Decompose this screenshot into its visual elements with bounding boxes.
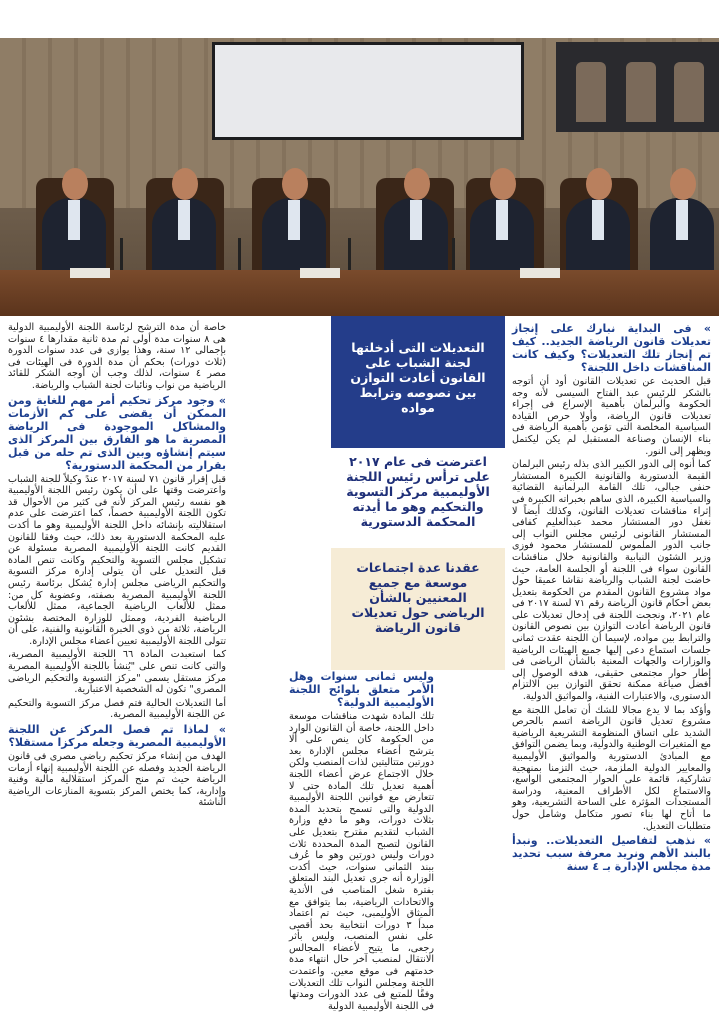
pull-quote-2: اعترضت فى عام ٢٠١٧ على ترأس رئيس اللجنة الأوليمبية مركز التسوية والتحكيم وهو ما أيدته المحكمة الدستورية	[331, 448, 505, 554]
paragraph: أما التعديلات الحالية فتم فصل مركز التسوية والتحكيم عن اللجنة الأوليمبية المصرية.	[8, 697, 226, 721]
meeting-photo	[0, 38, 719, 316]
person	[384, 198, 448, 270]
microphone	[120, 238, 123, 272]
paragraph: قبل الحديث عن تعديلات القانون أود أن أتوجه بالشكر للرئيس عبد الفتاح السيسى لأنه وجه الحكومة والبرلمان بأهمية الإسراع فى إجراء تعديلات قانون الرياضة، وأولا حرص القيادة السياسية المخلصة التى تؤمن بأهمية الرياضة فى بناء الإنسان وصناعة المستقبل لم يكن ليكتمل ويظهر إلى النور.	[512, 376, 711, 457]
microphone	[348, 238, 351, 272]
question-heading: » فى البداية نبارك على إنجاز تعديلات قانون الرياضة الجديد.. كيف تم إنجاز تلك التعديلات؟ وكيف كانت المناقشات داخل اللجنة؟	[512, 322, 711, 374]
article-column-left	[8, 322, 226, 811]
question-heading: » لماذا تم فصل المركز عن اللجنة الأوليمبية المصرية وجعله مركزا مستقلا؟	[8, 723, 226, 750]
paragraph: وأؤكد بما لا يدع مجالا للشك أن تعامل اللجنة مع مشروع تعديل قانون الرياضة اتسم بالحرص الشديد على اتساق المنظومة التشريعية الرياضية مع المتغيرات الوطنية والدولية، وبما يضمن التوافق مع المبادئ الدستورية والمواثيق الأوليمبية والمعايير الدولية الملزمة، حيث التزمنا بمنهجية تشاركية، قائمة على الحوار المجتمعى الواسع، والاستماع لكل الأطراف المعنية، ودراسة المستجدات المؤثرة على الساحة التشريعية، وهو ما أتاح لها بناء تصور متكامل وشامل حول متطلبات التعديل.	[512, 704, 711, 832]
person	[262, 198, 326, 270]
papers	[70, 268, 110, 278]
video-screen	[556, 42, 719, 132]
microphone	[238, 238, 241, 272]
person	[650, 198, 714, 270]
paragraph: كما أنوه إلى الدور الكبير الذى بذله رئيس البرلمان القيمة الدستورية والقانونية الكبيرة المستشار حنفى جبالى، تلك القامة البرلمانية القضائية والسياسية الكبيرة، الذى ساهم بخبراته الكبيرة فى إثراء مناقشات تعديلات القانون، وكذلك أيضاً لا نغفل دور المستشار محمد عبدالعليم كفافى المستشار القانونى لرئيس مجلس النواب إلى جانب الدور الملموس للمستشار محمود فوزى وزير الشئون النيابية والقانونية خلال مناقشات القانون سواء فى اللجنة أو الجلسة العامة، حيث خاضت لجنة الشباب والرياضة نقاشا عميقا حول مواد مشروع القانون المقدم من الحكومة بتعديل بعض أحكام قانون الرياضة رقم ٧١ لسنة ٢٠١٧ فى عام ٢٠٢١، ونجحت اللجنة فى إدخال تعديلات على قانون الرياضة أعادت التوازن بين نصوص القانون والترابط بين مواده، لإسيما أن اللجنة عقدت ثمانى جلسات استماع دعى إليها جميع الهيئات الرياضية والوزارات والجهات المعنية بالشأن الرياضى فى إطار حوار مجتمعى حقيقى، هدفه الوصول إلى أفضل صياغة ممكنة تحقق التوازن بين الالتزام الدستورى، والاعتبارات الفنية، والمواثيق الدولية.	[512, 459, 711, 703]
question-heading: وليس ثمانى سنوات وهل الأمر متعلق بلوائح اللجنة الأوليمبية الدولية؟	[289, 670, 434, 709]
paragraph: قبل إقرار قانون ٧١ لسنة ٢٠١٧ عندً وكيلاً للجنة الشباب واعترضت وقتها على أن يكون رئيس اللجنة الأوليمبية هو نفسه رئيس المركز لأنه فى كثير من الأحوال قد تكون اللجنة الأوليمبية خصماً، كما اعترضت على عدم استقلاليته بإنشائه داخل اللجنة الأوليمبية وهو ما أكدت عليه المحكمة الدستورية بعد ذلك، حيث وفقا للقانون القديم كانت اللجنة الأوليمبية المصرية مسئولة عن تشكيل مجلس التسوية والتحكيم وكانت تنص المادة قبل التعديل على أن يتولى إدارة مركز التسوية والتحكيم الرياضى مجلس إدارة يُشكل برئاسة رئيس اللجنة الأوليمبية المصرية بصفته، وعضوية كل من: ممثل للألعاب الرياضية الجماعية، ممثل للألعاب الرياضية الفردية، وممثل للوزارة المختصة بشئون الرياضة، ثلاثة من ذوى الخبرة القانونية والفنية، على أن تتولى اللجنة الأوليمبية تعيين أعضاء مجلس الإدارة.	[8, 473, 227, 647]
paragraph: الهدف من إنشاء مركز تحكيم رياضى مصرى فى قانون الرياضة الجديد وفصله عن اللجنة الأوليمبية إنهاء أزمات الرياضة حيث تم منح المركز استقلالية مالية وفنية وإدارية، كما يختص المركز بتسوية المنازعات الرياضية الناشئة	[8, 751, 226, 809]
question-heading: » نذهب لتفاصيل التعديلات.. ونبدأ بالبند الأهم ونريد معرفة سبب تحديد مدة مجلس الإدارة بـ ٤ سنة	[512, 834, 711, 874]
article-column-middle	[289, 670, 434, 1014]
paragraph: كما استعبدت المادة ٦٦ اللجنة الأوليمبية المصرية، والتى كانت تنص على "يُنشأ باللجنة الأوليمبية المصرية مركز مستقل يسمى "مركز التسوية والتحكيم الرياضى المصرى" تكون له الشخصية الاعتبارية.	[8, 649, 227, 696]
paragraph: تلك المادة شهدت مناقشات موسعة داخل اللجنة، خاصة أن القانون الوارد من الحكومة كان ينص على ألا يترشح أعضاء مجلس الإدارة بعد دورتين متتاليتين لذات المنصب ولكن خلال الاجتماع عرض أعضاء اللجنة أهمية تعديل تلك المادة حتى لا تتعارض مع قوانين اللجنة الأوليمبية الدولية والتى تسمح بتحديد المدة بثلاث دورات، وهو ما دفع وزارة الشباب لتقديم مقترح بتعديل على القانون لتصبح المدة المحددة ثلاث دورات وليس دورتين وهو ما عُرف ببند الثمانى سنوات، حيث أكدت الوزارة أنه جرى تعديل البند المتعلق بفترة شغل المناصب فى الأندية والاتحادات الرياضية، بما يتوافق مع الميثاق الأوليمبى، حيث تم اعتماد مبدأ ٣ دورات انتخابية بحد أقصى على نفس المنصب، وليس بأثر رجعى، ما يتيح لأعضاء المجالس الانتقال لمنصب آخر حال انتهاء مدة خدمتهم فى موقع معين. واعتمدت اللجنة ومجلس النواب تلك التعديلات وفقًا للمتبع فى عدد الدورات ومدتها فى اللجنة الأوليمبية الدولية	[289, 711, 434, 1012]
article-column-right	[512, 322, 711, 875]
person	[566, 198, 630, 270]
papers	[300, 268, 340, 278]
papers	[520, 268, 560, 278]
person	[42, 198, 106, 270]
pull-quote-3: عقدنا عدة اجتماعات موسعة مع جميع المعنيين بالشأن الرياضى حول تعديلات قانون الرياضة	[331, 548, 505, 670]
paragraph: خاصة أن مدة الترشح لرئاسة اللجنة الأوليمبية الدولية هى ٨ سنوات مدة أولى ثم مدة ثانية مقدارها ٤ سنوات بإجمالى ١٢ سنة، وهذا يوازى فى عدد سنوات الدورة (ثلاث دورات) بحكم أن مدة الدورة فى الهيئات فى مصر ٤ سنوات، لذلك وجب أن أوجه الشكر للقائد الرياضية من نواب ونائبات لجنة الشباب والرياضة.	[8, 322, 226, 391]
pull-quote-1: التعديلات التى أدخلتها لجنة الشباب على القانون أعادت التوازن بين نصوصه وترابط مواده	[331, 316, 505, 468]
question-heading: » وجود مركز تحكيم أمر مهم للغاية ومن الممكن أن يقضى على كم الأزمات والمشاكل الموجودة فى الرياضة المصرية ما هو الفارق بين المركز الذى سيتم إنشاؤه وبين الذى تم حله من قبل بقرار من المحكمة الدستورية؟	[8, 393, 226, 472]
microphone	[452, 238, 455, 272]
person	[152, 198, 216, 270]
person	[470, 198, 534, 270]
presentation-screen	[212, 42, 524, 140]
